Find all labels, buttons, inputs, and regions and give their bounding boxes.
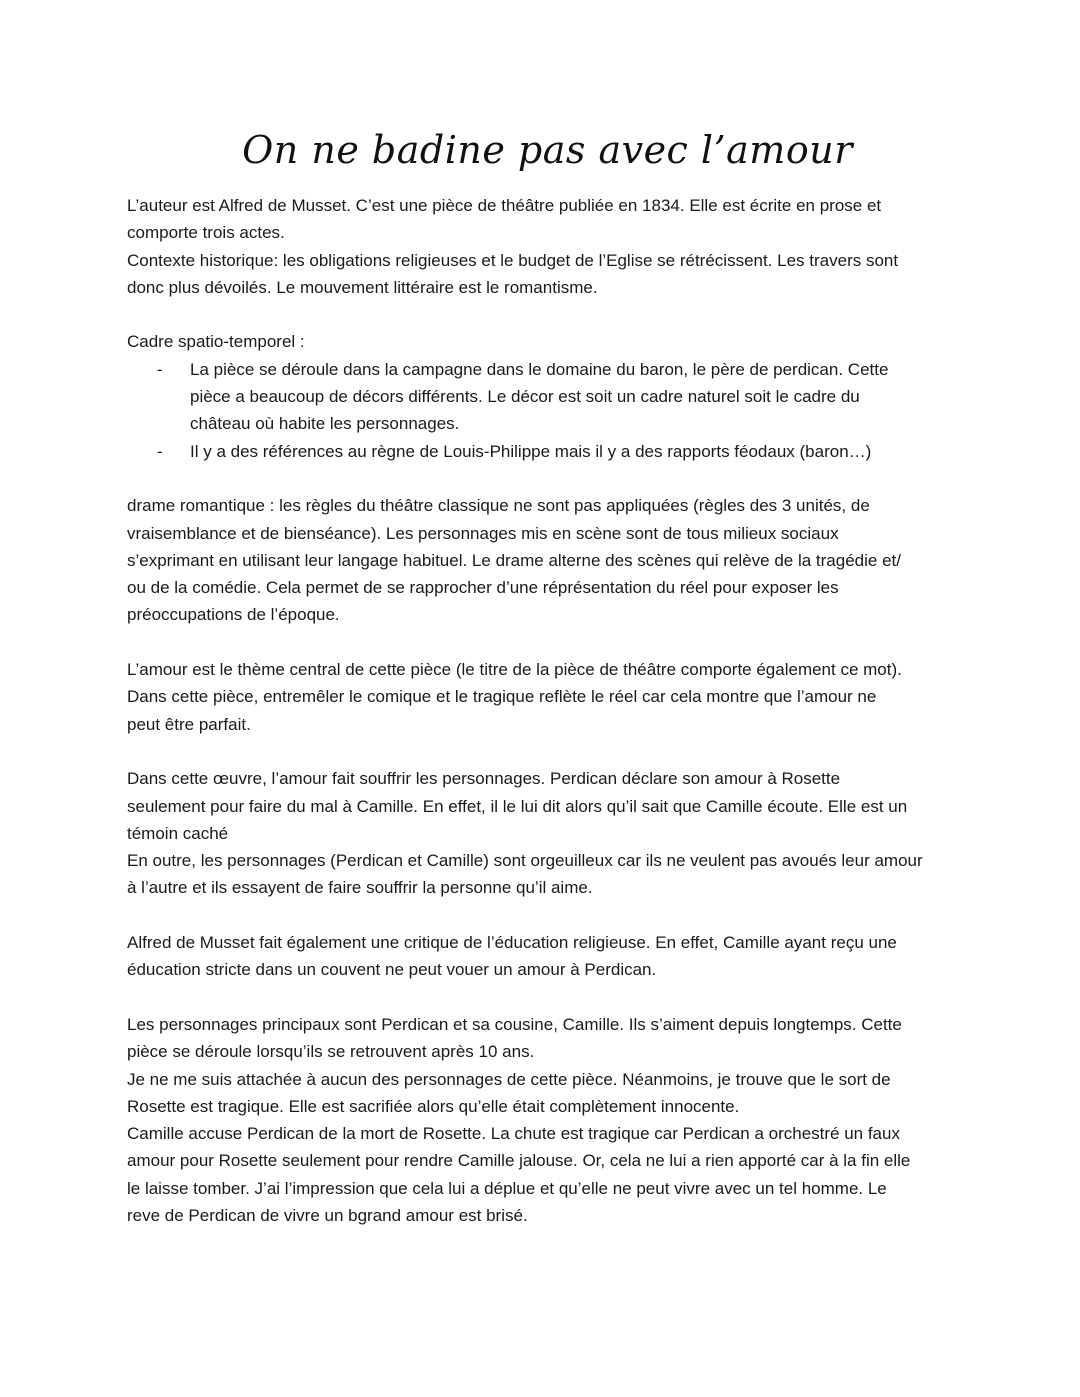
- paragraph-souffrance: [127, 765, 957, 901]
- bullet-dash: -: [157, 441, 163, 461]
- text-line: Les personnages principaux sont Perdican et sa cousine, Camille. Ils s’aiment depuis longtemps. Cette: [127, 1014, 902, 1034]
- paragraph-amour: [127, 656, 957, 738]
- text-line: témoin caché: [127, 823, 229, 843]
- text-line: préoccupations de l’époque.: [127, 605, 340, 625]
- text-line: Il y a des références au règne de Louis-Philippe mais il y a des rapports féodaux (baron…): [190, 441, 872, 461]
- text-line: reve de Perdican de vivre un bgrand amour est brisé.: [127, 1205, 528, 1225]
- text-line: Alfred de Musset fait également une critique de l’éducation religieuse. En effet, Camille ayant reçu une: [127, 933, 897, 953]
- text-line: Camille accuse Perdican de la mort de Rosette. La chute est tragique car Perdican a orchestré un faux: [127, 1124, 900, 1144]
- bullet-list: [127, 356, 957, 465]
- text-line: château où habite les personnages.: [190, 414, 460, 434]
- text-line: s’exprimant en utilisant leur langage habituel. Le drame alterne des scènes qui relève de la tragédie et/: [127, 550, 901, 570]
- text-line: pièce se déroule lorsqu’ils se retrouvent après 10 ans.: [127, 1042, 535, 1062]
- paragraph-spacer: [127, 984, 957, 1011]
- text-line: peut être parfait.: [127, 714, 251, 734]
- text-line: La pièce se déroule dans la campagne dans le domaine du baron, le père de perdican. Cette: [190, 359, 889, 379]
- text-line: donc plus dévoilés. Le mouvement littéraire est le romantisme.: [127, 277, 598, 297]
- text-line: ou de la comédie. Cela permet de se rapprocher d’une réprésentation du réel pour exposer les: [127, 578, 839, 598]
- text-line: comporte trois actes.: [127, 223, 285, 243]
- text-line: seulement pour faire du mal à Camille. En effet, il le lui dit alors qu’il sait que Camille écoute. Elle est un: [127, 796, 908, 816]
- text-line: pièce a beaucoup de décors différents. Le décor est soit un cadre naturel soit le cadre du: [190, 387, 860, 407]
- text-line: amour pour Rosette seulement pour rendre Camille jalouse. Or, cela ne lui a rien apporté car à la fin elle: [127, 1151, 911, 1171]
- paragraph-personnages: [127, 1011, 957, 1229]
- text-line: à l’autre et ils essayent de faire souffrir la personne qu’il aime.: [127, 878, 593, 898]
- text-line: Dans cette œuvre, l’amour fait souffrir les personnages. Perdican déclare son amour à Rosette: [127, 769, 841, 789]
- bullet-item: [127, 356, 957, 438]
- text-line: drame romantique : les règles du théâtre classique ne sont pas appliquées (règles des 3 unités, de: [127, 496, 870, 516]
- paragraph-intro: [127, 192, 957, 301]
- text-line: Dans cette pièce, entremêler le comique et le tragique reflète le réel car cela montre que l’amour ne: [127, 687, 877, 707]
- cadre-heading: Cadre spatio-temporel :: [127, 332, 305, 352]
- text-line: éducation stricte dans un couvent ne peut vouer un amour à Perdican.: [127, 960, 657, 980]
- bullet-dash: -: [157, 359, 163, 379]
- paragraph-education: [127, 929, 957, 984]
- text-line: Je ne me suis attachée à aucun des personnages de cette pièce. Néanmoins, je trouve que le sort de: [127, 1069, 891, 1089]
- text-line: L’amour est le thème central de cette pièce (le titre de la pièce de théâtre comporte également ce mot).: [127, 660, 902, 680]
- text-line: le laisse tomber. J’ai l’impression que cela lui a déplue et qu’elle ne peut vivre avec un tel homme. Le: [127, 1178, 887, 1198]
- document-body: [127, 192, 957, 1229]
- paragraph-spacer: [127, 465, 957, 492]
- text-line: En outre, les personnages (Perdican et Camille) sont orgeuilleux car ils ne veulent pas avoués leur amour: [127, 851, 923, 871]
- paragraph-spacer: [127, 738, 957, 765]
- document-title: On ne badine pas avec l’amour: [242, 128, 853, 172]
- text-line: Contexte historique: les obligations religieuses et le budget de l’Eglise se rétrécissent. Les travers sont: [127, 250, 899, 270]
- text-line: vraisemblance et de bienséance). Les personnages mis en scène sont de tous milieux sociaux: [127, 523, 839, 543]
- bullet-item: [127, 438, 957, 465]
- text-line: Rosette est tragique. Elle est sacrifiée alors qu’elle était complètement innocente.: [127, 1096, 740, 1116]
- paragraph-spacer: [127, 301, 957, 328]
- text-line: L’auteur est Alfred de Musset. C’est une pièce de théâtre publiée en 1834. Elle est écrite en prose et: [127, 196, 882, 215]
- paragraph-spacer: [127, 629, 957, 656]
- paragraph-drame: [127, 492, 957, 628]
- paragraph-spacer: [127, 902, 957, 929]
